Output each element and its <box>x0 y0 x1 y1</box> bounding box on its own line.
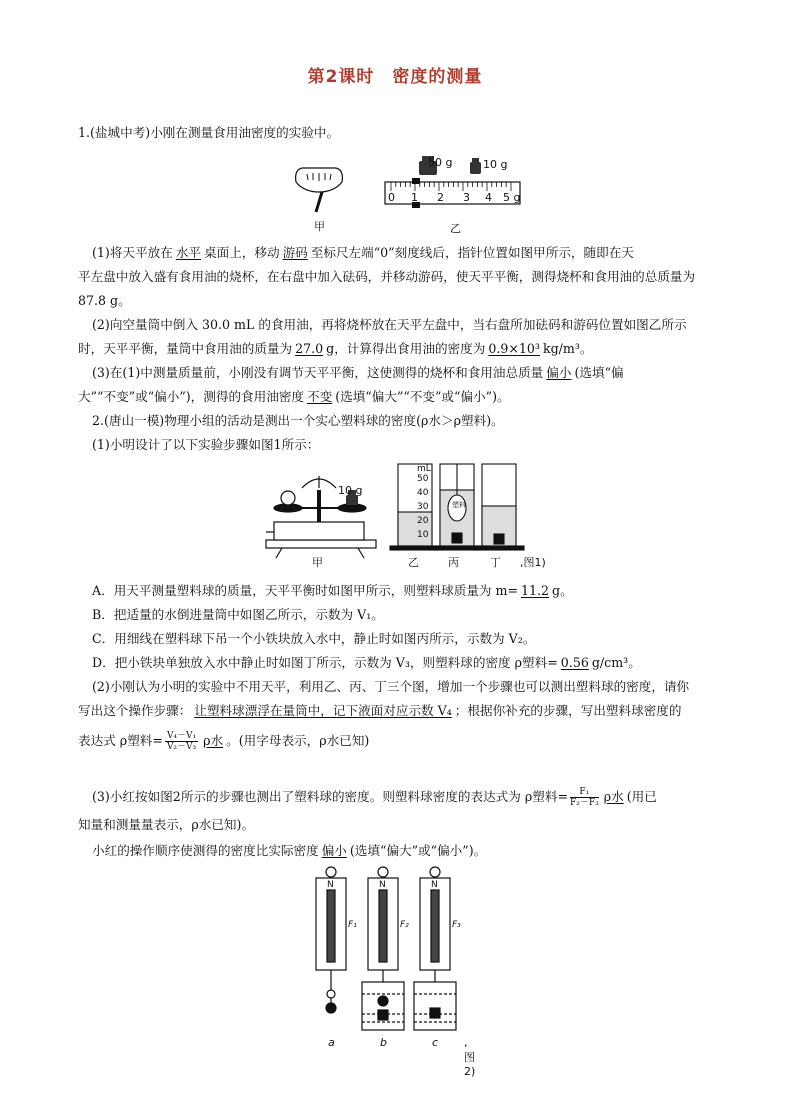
spring-scale-c <box>414 867 456 1030</box>
scale-tick-3: 3 <box>463 191 470 204</box>
q1-p1-line2: 平左盘中放入盛有食用油的烧杯，在右盘中加入砝码，并移动游码，使天平平衡，测得烧杯和食用油的总质量为 <box>78 269 696 284</box>
rider-mark <box>412 178 420 184</box>
cyl-tick-50: 50 <box>417 474 429 484</box>
scale-tick-4: 4 <box>485 191 492 204</box>
q1-figure <box>290 148 535 236</box>
scale-tick-2: 2 <box>437 191 444 204</box>
answer-blank: 0.9×10³ <box>488 341 540 356</box>
force-F2: F₂ <box>400 920 409 930</box>
fig1-label-ding: 丁 <box>490 556 501 569</box>
answer-blank: 不变 <box>307 389 333 404</box>
cyl-tick-20: 20 <box>417 516 429 526</box>
figure-2-svg <box>306 864 476 1044</box>
fig1-caption: ,图1) <box>520 556 546 569</box>
q2-p2-line1: (2)小刚认为小明的实验中不用天平，利用乙、丙、丁三个图，增加一个步骤也可以测出塑料球的密度，请你 <box>92 679 690 694</box>
fig-label-jia: 甲 <box>314 220 325 233</box>
q2-p2-line3: 表达式 ρ塑料= $\frac{\text{V₄－V₁}}{\text{V₂－V₃}}$ ρ水 。(用字母表示，ρ水已知) <box>78 731 370 752</box>
q2-p3-line1: (3)小红按如图2所示的步骤也测出了塑料球的密度。则塑料球密度的表达式为 ρ塑料= $\frac{\text{F₁}}{\text{F₂－F₃}}$ ρ水 (用已 <box>92 787 657 808</box>
cyl-tick-10: 10 <box>417 530 429 540</box>
scale-b-N: N <box>379 880 386 890</box>
dial-pointer <box>316 192 322 212</box>
fraction: $\frac{\text{F₁}}{\text{F₂－F₃}}$ <box>570 787 599 808</box>
q2-step-c: C．用细线在塑料球下吊一个小铁块放入水中，静止时如图丙所示，示数为 V₂。 <box>92 631 536 646</box>
answer-blank: 27.0 <box>295 341 324 356</box>
fig2-label-c: c <box>432 1036 439 1049</box>
q1-p1-line3: 87.8 g。 <box>78 293 131 308</box>
fig1-label-bing: 丙 <box>448 556 459 569</box>
fig1-label-yi: 乙 <box>408 556 419 569</box>
fig2-label-b: b <box>380 1036 387 1049</box>
answer-blank: 0.56 <box>560 655 589 670</box>
q1-p2-line1: (2)向空量筒中倒入 30.0 mL 的食用油，再将烧杯放在天平左盘中，当右盘所加砝码和游码位置如图乙所示 <box>92 317 687 332</box>
force-F1: F₁ <box>348 920 357 930</box>
fig2-label-a: a <box>328 1036 335 1049</box>
answer-blank: 偏小 <box>546 365 572 380</box>
fig1-weight-label: 10 g <box>338 484 363 497</box>
q1-intro: 1.(盐城中考)小刚在测量食用油密度的实验中。 <box>78 125 340 140</box>
q2-p3-line2: 知量和测量量表示，ρ水已知)。 <box>78 817 255 832</box>
cyl-tick-40: 40 <box>417 488 429 498</box>
scale-tick-0: 0 <box>388 191 395 204</box>
weight-10g-label: 10 g <box>483 158 508 171</box>
fig-label-yi: 乙 <box>450 222 461 235</box>
q2-p4: 小红的操作顺序使测得的密度比实际密度 偏小 (选填“偏大”或“偏小”)。 <box>92 843 487 858</box>
q2-step-a: A．用天平测量塑料球的质量，天平平衡时如图甲所示，则塑料球质量为 m= 11.2 g。 <box>92 583 573 598</box>
q2-step-d: D．把小铁块单独放入水中静止时如图丁所示，示数为 V₃，则塑料球的密度 ρ塑料= 0.56 g/cm³。 <box>92 655 641 670</box>
spring-scale-b <box>362 867 404 1030</box>
force-F3: F₃ <box>452 920 461 930</box>
fig2-caption: ,图2) <box>464 1036 476 1078</box>
page-title: 第2课时 密度的测量 <box>307 67 483 87</box>
q2-p2-line2: 写出这个操作步骤： 让塑料球漂浮在量筒中，记下液面对应示数 V₄ ；根据你补充的步骤，写出塑料球密度的 <box>78 703 682 718</box>
scale-c-N: N <box>431 880 438 890</box>
scale-a-N: N <box>327 880 334 890</box>
q1-p2-line2: 时，天平平衡，量筒中食用油的质量为 27.0 g，计算得出食用油的密度为 0.9×10³ kg/m³。 <box>78 341 593 356</box>
q2-step-b: B．把适量的水倒进量筒中如图乙所示，示数为 V₁。 <box>92 607 384 622</box>
answer-blank: 偏小 <box>321 843 347 858</box>
q1-p3-line2: 大”“不变”或“偏小”)，测得的食用油密度 不变 (选填“偏大”“不变”或“偏小”)。 <box>78 389 510 404</box>
fraction: $\frac{\text{V₄－V₁}}{\text{V₂－V₃}}$ <box>166 731 197 752</box>
answer-blank: 水平 <box>175 245 201 260</box>
ball-text: 塑料 <box>452 501 466 509</box>
figure-1 <box>262 460 582 572</box>
fig1-label-jia: 甲 <box>312 556 323 569</box>
cyl-tick-mL: mL <box>417 464 431 474</box>
scale-tick-1: 1 <box>411 191 418 204</box>
cylinder-ding <box>474 464 524 550</box>
cyl-tick-30: 30 <box>417 502 429 512</box>
weight-10g-icon <box>470 158 481 174</box>
weight-50g-label: 50 g <box>428 156 453 169</box>
cylinder-yi <box>390 464 440 550</box>
scale-tick-5: 5 g <box>503 191 521 204</box>
answer-blank: 11.2 <box>521 583 550 598</box>
answer-blank: 让塑料球漂浮在量筒中，记下液面对应示数 V₄ <box>194 703 452 718</box>
q1-p3-line1: (3)在(1)中测量质量前，小刚没有调节天平平衡，这使测得的烧杯和食用油总质量 偏小 (选填“偏 <box>92 365 624 380</box>
q2-intro: 2.(唐山一模)物理小组的活动是测出一个实心塑料球的密度(ρ水＞ρ塑料)。 <box>92 413 504 428</box>
q1-p1-line1: (1)将天平放在 水平 桌面上，移动 游码 至标尺左端“0”刻度线后，指针位置如图甲所示，随即在天 <box>92 245 634 260</box>
q2-p1: (1)小明设计了以下实验步骤如图1所示： <box>92 437 320 452</box>
figure-2 <box>306 864 476 1078</box>
answer-blank: 游码 <box>282 245 308 260</box>
